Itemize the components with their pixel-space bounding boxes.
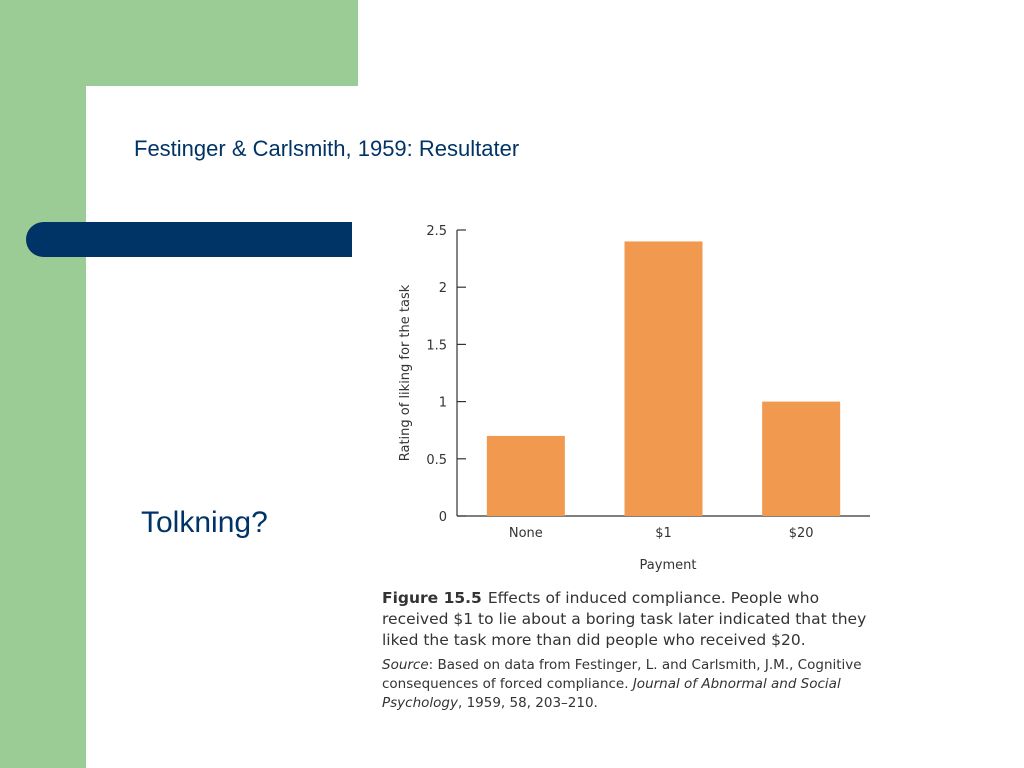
y-axis-label: Rating of liking for the task [398, 284, 413, 462]
figure-caption [382, 588, 882, 713]
y-tick-label: 2.5 [426, 224, 447, 239]
x-tick-label: $20 [788, 526, 814, 541]
x-tick-label: None [508, 526, 543, 541]
figure [380, 215, 900, 715]
caption-source [382, 656, 882, 713]
x-tick-label: $1 [655, 526, 672, 541]
bar-1 [625, 241, 703, 516]
source-journal: Journal of Abnormal and Social Psychology [382, 676, 841, 711]
bar-chart [380, 215, 900, 585]
y-tick-label: 1.5 [426, 338, 447, 354]
tolkning-prompt: Tolkning? [141, 506, 268, 539]
y-tick-label: 0.5 [426, 452, 447, 468]
figure-number: Figure 15.5 [382, 589, 482, 607]
source-label: Source [382, 657, 429, 673]
source-details: , 1959, 58, 203–210. [457, 695, 598, 711]
green-side-bar [0, 0, 86, 768]
source-text: : Based on data from Festinger, L. and Carlsmith, J.M., Cognitive consequences of forced compliance. [382, 657, 862, 692]
y-tick-label: 1 [438, 395, 447, 411]
caption-main [382, 588, 882, 651]
bar-2 [762, 402, 840, 516]
slide-title: Festinger & Carlsmith, 1959: Resultater [134, 136, 520, 161]
y-tick-label: 0 [438, 510, 447, 525]
caption-text: Effects of induced compliance. People who received $1 to lie about a boring task later indicated that they liked the task more than did people who received $20. [382, 589, 867, 649]
y-tick-label: 2 [438, 281, 447, 297]
bar-0 [487, 436, 565, 516]
blue-accent-bar [26, 222, 352, 257]
x-axis-label: Payment [639, 558, 697, 573]
